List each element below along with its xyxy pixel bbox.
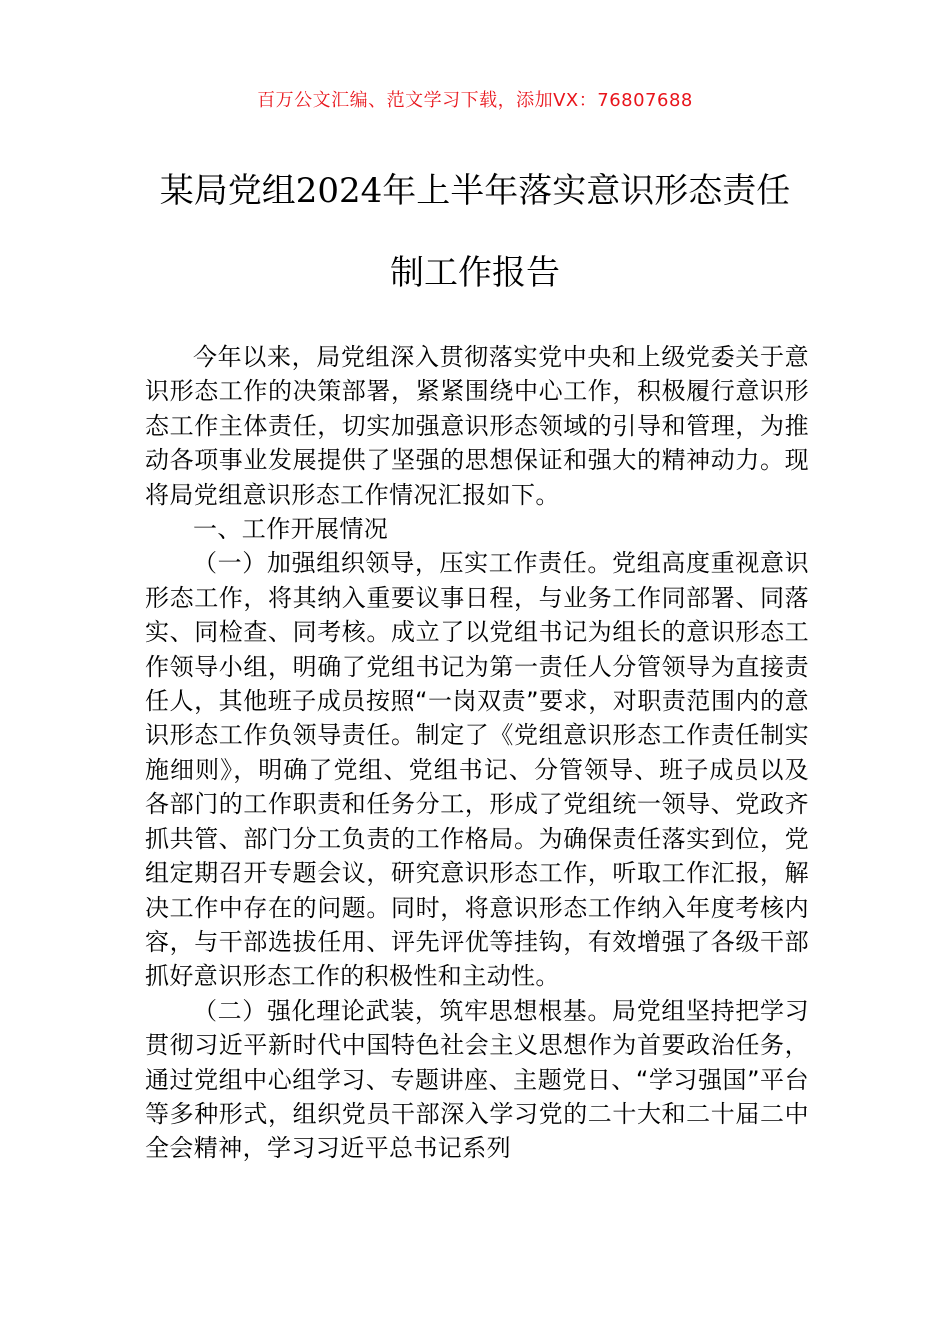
section-heading-1: 一、工作开展情况 [193,515,389,544]
title-line-1: 某局党组2024年上半年落实意识形态责任 [159,171,791,211]
document-title [100,150,850,314]
paragraph-section-1-1: （一）加强组织领导，压实工作责任。党组高度重视意识形态工作，将其纳入重要议事日程，与业务工作同部署、同落实、同检查、同考核。成立了以党组书记为组长的意识形态工作领导小组，明确了党组书记为第一责任人分管领导为直接责任人，其他班子成员按照“一岗双责”要求，对职责范围内的意识形态工作负领导责任。制定了《党组意识形态工作责任制实施细则》，明确了党组、党组书记、分管领导、班子成员以及各部门的工作职责和任务分工，形成了党组统一领导、党政齐抓共管、部门分工负责的工作格局。为确保责任落实到位，党组定期召开专题会议，研究意识形态工作，听取工作汇报，解决工作中存在的问题。同时，将意识形态工作纳入年度考核内容，与干部选拔任用、评先评优等挂钩，有效增强了各级干部抓好意识形态工作的积极性和主动性。 [145,549,809,991]
header-watermark-note: 百万公文汇编、范文学习下载，添加VX：76807688 [257,90,693,111]
paragraph-section-1-2: （二）强化理论武装，筑牢思想根基。局党组坚持把学习贯彻习近平新时代中国特色社会主义思想作为首要政治任务，通过党组中心组学习、专题讲座、主题党日、“学习强国”平台等多种形式，组织党员干部深入学习党的二十大和二十届二中全会精神，学习习近平总书记系列 [145,996,809,1163]
title-line-2: 制工作报告 [390,253,560,293]
document-body [145,340,809,1166]
paragraph-intro: 今年以来，局党组深入贯彻落实党中央和上级党委关于意识形态工作的决策部署，紧紧围绕中心工作，积极履行意识形态工作主体责任，切实加强意识形态领域的引导和管理，为推动各项事业发展提供了坚强的思想保证和强大的精神动力。现将局党组意识形态工作情况汇报如下。 [145,343,809,509]
